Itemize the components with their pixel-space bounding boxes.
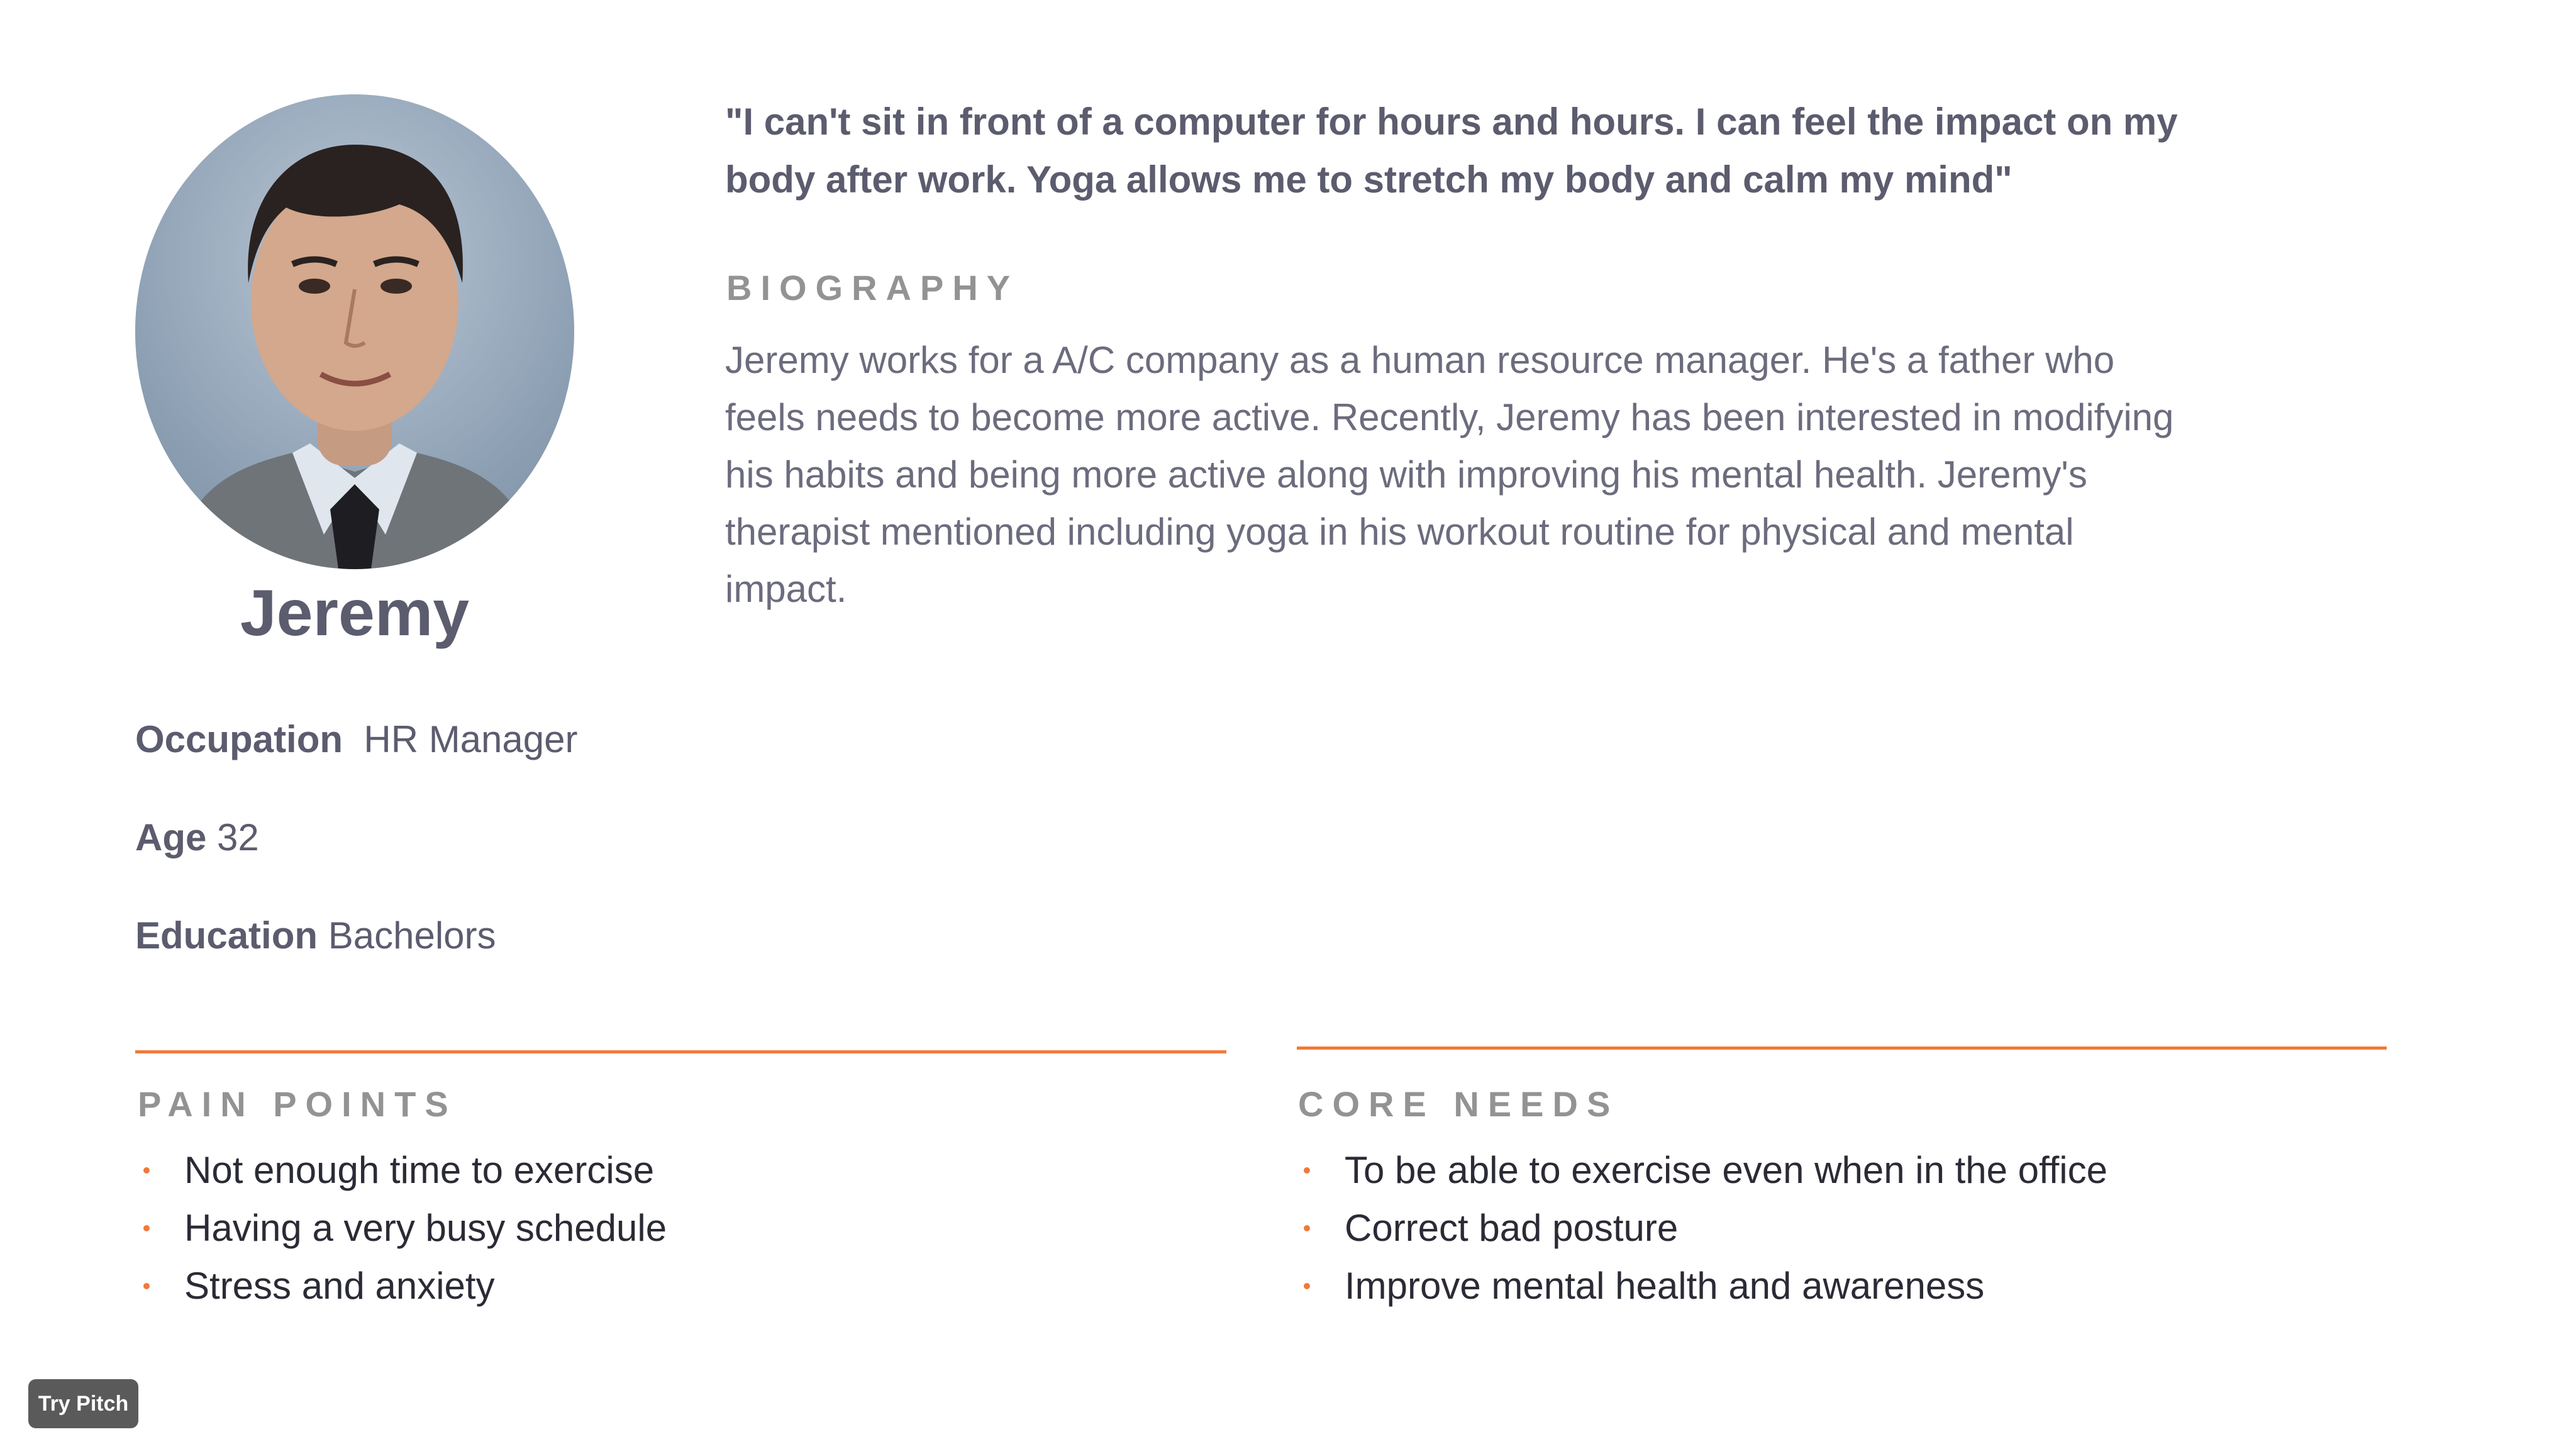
occupation-row xyxy=(135,717,578,762)
biography-text: Jeremy works for a A/C company as a human resource manager. He's a father who feels needs to become more active. Recently, Jeremy has been interested in modifying his habits and being more active along with improving his mental health. Jeremy's therapist mentioned including yoga in his workout routine for physical and mental impact. xyxy=(725,339,2174,610)
bullet-dot-icon xyxy=(143,1167,150,1174)
list-item xyxy=(135,1257,667,1315)
age-label: Age xyxy=(135,816,207,858)
list-item xyxy=(135,1141,667,1199)
education-row xyxy=(135,913,496,958)
occupation-label: Occupation xyxy=(135,718,343,760)
persona-quote: "I can't sit in front of a computer for hours and hours. I can feel the impact on my body after work. Yoga allows me to stretch my body and calm my mind" xyxy=(725,101,2178,201)
age-value: 32 xyxy=(217,816,259,858)
list-item xyxy=(1296,1141,2107,1199)
pain-points-divider xyxy=(135,1050,1226,1053)
age-row xyxy=(135,815,259,860)
bullet-dot-icon xyxy=(1304,1225,1310,1231)
try-pitch-button[interactable]: Try Pitch xyxy=(28,1379,138,1428)
biography-heading: BIOGRAPHY xyxy=(726,268,1019,308)
pain-points-heading: PAIN POINTS xyxy=(138,1084,457,1124)
pain-points-list xyxy=(135,1141,667,1315)
core-needs-heading: CORE NEEDS xyxy=(1298,1084,1619,1124)
bullet-dot-icon xyxy=(143,1283,150,1289)
education-label: Education xyxy=(135,914,318,957)
core-need-text: Correct bad posture xyxy=(1345,1207,1679,1249)
portrait-image xyxy=(135,94,574,569)
pain-point-text: Not enough time to exercise xyxy=(184,1149,655,1191)
core-needs-divider xyxy=(1297,1046,2387,1050)
persona-name: Jeremy xyxy=(240,577,470,650)
bullet-dot-icon xyxy=(1304,1167,1310,1174)
core-need-text: To be able to exercise even when in the office xyxy=(1345,1149,2108,1191)
bullet-dot-icon xyxy=(1304,1283,1310,1289)
persona-portrait xyxy=(135,94,574,569)
core-need-text: Improve mental health and awareness xyxy=(1345,1265,1985,1307)
occupation-value: HR Manager xyxy=(364,718,578,760)
education-value: Bachelors xyxy=(328,914,496,957)
pain-point-text: Stress and anxiety xyxy=(184,1265,495,1307)
list-item xyxy=(1296,1257,2107,1315)
list-item xyxy=(1296,1199,2107,1257)
list-item xyxy=(135,1199,667,1257)
pain-point-text: Having a very busy schedule xyxy=(184,1207,667,1249)
core-needs-list xyxy=(1296,1141,2107,1315)
bullet-dot-icon xyxy=(143,1225,150,1231)
